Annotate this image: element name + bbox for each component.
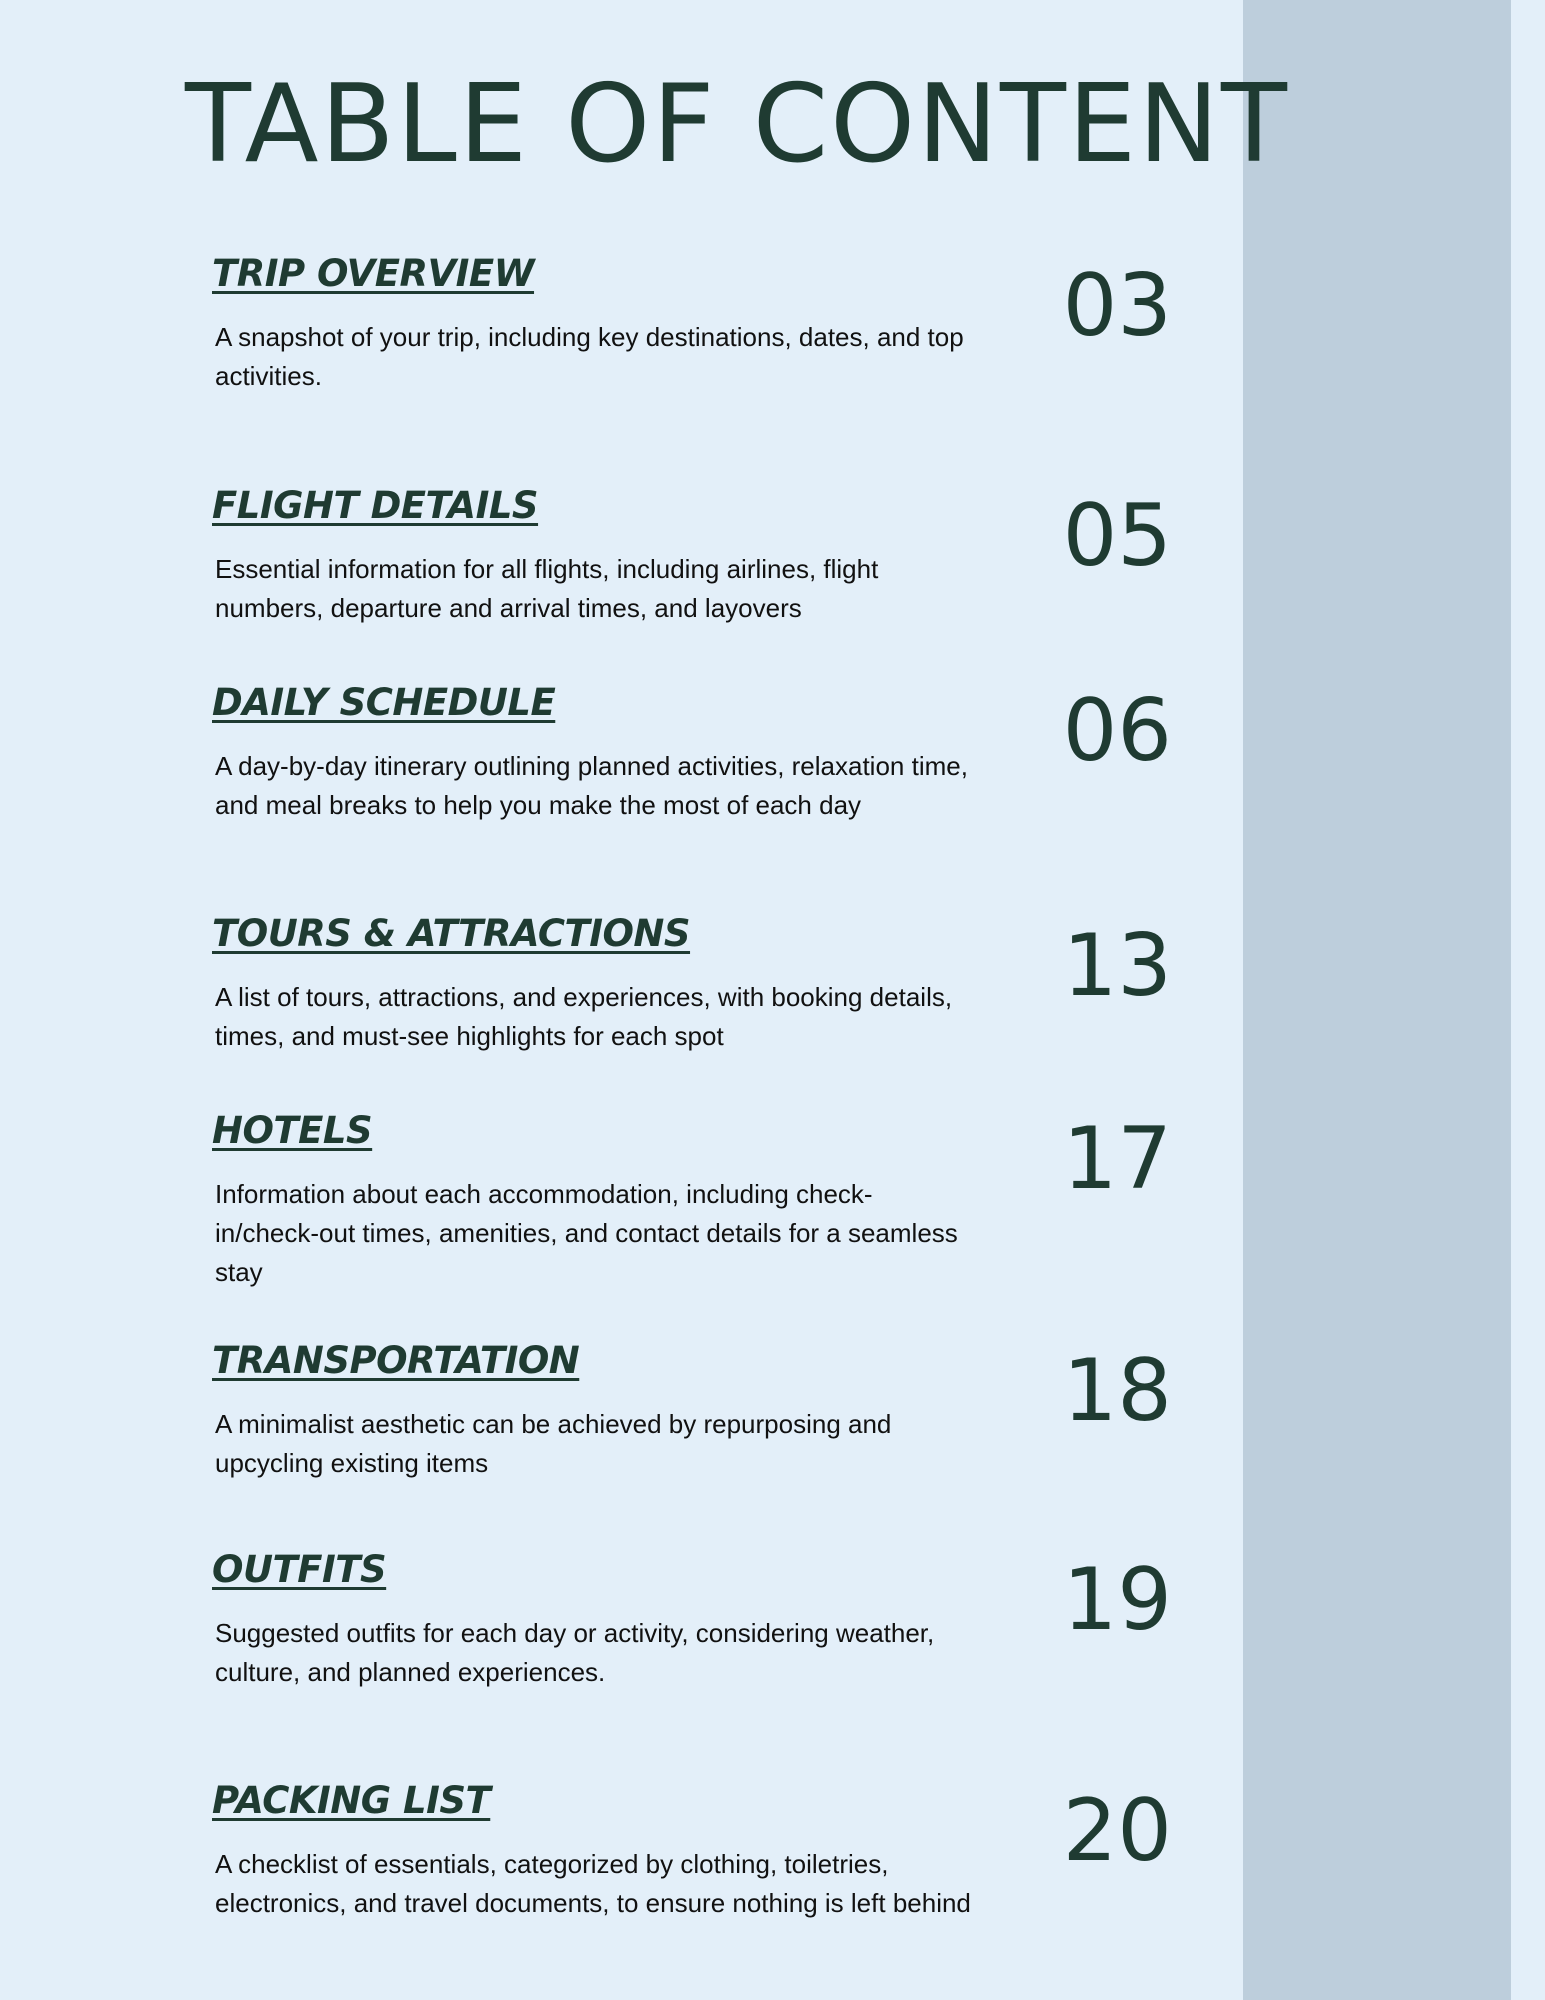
toc-entry-description: A day-by-day itinerary outlining planned activities, relaxation time, and meal breaks to help you make the most of each day (215, 751, 968, 820)
toc-entry-heading[interactable]: OUTFITS (212, 1548, 387, 1591)
toc-entry-transportation (212, 1337, 1172, 1527)
toc-entry-flight-details (212, 482, 1172, 672)
toc-entry-tours-attractions (212, 910, 1172, 1100)
toc-entry-heading[interactable]: TOURS & ATTRACTIONS (212, 912, 691, 955)
toc-entry-page-number: 20 (1062, 1781, 1172, 1881)
toc-entry-description: Information about each accommodation, including check-in/check-out times, amenities, and contact details for a seamless stay (215, 1179, 958, 1287)
toc-entry-page-number: 13 (1062, 916, 1172, 1016)
toc-entry-page-number: 17 (1062, 1109, 1172, 1209)
toc-entry-page-number: 05 (1062, 486, 1172, 586)
toc-entry-description: A list of tours, attractions, and experiences, with booking details, times, and must-see highlights for each spot (215, 982, 953, 1051)
toc-entry-daily-schedule (212, 679, 1172, 869)
toc-entry-description: Essential information for all flights, including airlines, flight numbers, departure and arrival times, and layovers (215, 554, 879, 623)
toc-entry-trip-overview (212, 250, 1172, 440)
toc-entry-description: Suggested outfits for each day or activity, considering weather, culture, and planned experiences. (215, 1618, 935, 1687)
toc-entry-hotels (212, 1107, 1172, 1297)
toc-entry-heading[interactable]: HOTELS (212, 1109, 373, 1152)
toc-entry-heading[interactable]: TRIP OVERVIEW (212, 252, 535, 295)
toc-entry-page-number: 19 (1062, 1550, 1172, 1650)
toc-entry-packing-list (212, 1777, 1172, 1967)
toc-entry-outfits (212, 1546, 1172, 1736)
toc-entry-description: A minimalist aesthetic can be achieved by repurposing and upcycling existing items (215, 1409, 892, 1478)
toc-entry-page-number: 18 (1062, 1341, 1172, 1441)
page-title: TABLE OF CONTENT (185, 62, 1289, 187)
toc-entry-heading[interactable]: FLIGHT DETAILS (212, 484, 539, 527)
toc-entry-description: A checklist of essentials, categorized by clothing, toiletries, electronics, and travel documents, to ensure nothing is left behind (215, 1849, 971, 1918)
toc-entry-heading[interactable]: DAILY SCHEDULE (212, 681, 556, 724)
toc-entry-page-number: 03 (1062, 256, 1172, 356)
toc-entry-description: A snapshot of your trip, including key destinations, dates, and top activities. (215, 322, 964, 391)
decorative-side-band (1243, 0, 1511, 2000)
toc-entry-heading[interactable]: TRANSPORTATION (212, 1339, 580, 1382)
toc-entry-page-number: 06 (1062, 681, 1172, 781)
toc-entry-heading[interactable]: PACKING LIST (212, 1779, 491, 1822)
